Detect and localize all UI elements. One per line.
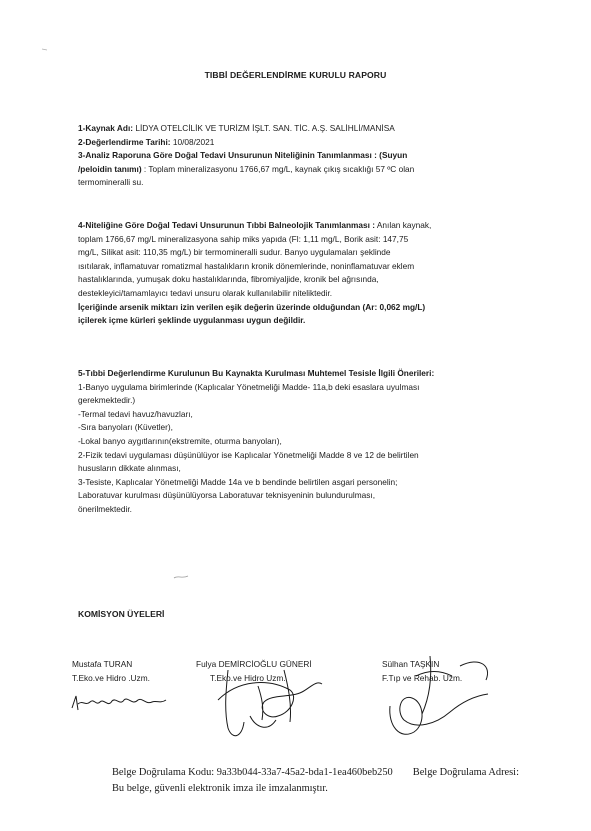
member-title: F.Tıp ve Rehab. Uzm. <box>382 673 463 683</box>
verification-line <box>112 767 519 778</box>
medical-text-1: toplam 1766,67 mg/L mineralizasyona sahip miks yapıda (Fl: 1,11 mg/L, Borik asit: 147,75 <box>78 233 409 244</box>
recommendation-line-8: Laboratuvar kurulması düşünülüyorsa Laboratuvar teknisyeninin bulundurulması, <box>78 490 376 501</box>
source-name-value: LİDYA OTELCİLİK VE TURİZM İŞLT. SAN. TİC. A.Ş. SALİHLİ/MANİSA <box>133 123 395 133</box>
evaluation-date-label: 2-Değerlendirme Tarihi: <box>78 136 171 147</box>
verification-code: Belge Doğrulama Kodu: 9a33b044-33a7-45a2-bda1-1ea460beb250 <box>112 767 393 778</box>
signature-taskin <box>370 646 500 746</box>
evaluation-date-line <box>78 136 528 150</box>
scan-mark <box>40 44 50 54</box>
recommendation-line-6: hususların dikkate alınması, <box>78 463 181 474</box>
e-signature-note: Bu belge, güvenli elektronik imza ile imzalanmıştır. <box>112 783 328 794</box>
member-title: T.Eko.ve Hidro Uzm. <box>210 673 286 683</box>
medical-text-4: hastalıklarında, yumuşak doku hastalıklarında, fibromiyaljide, kronik bel ağrısında, <box>78 274 379 285</box>
recommendation-line-7: 3-Tesiste, Kaplıcalar Yönetmeliği Madde 14a ve b bendinde belirtilen asgari personelin; <box>78 476 398 487</box>
section-medical-definition <box>78 219 528 328</box>
committee-member <box>72 657 150 685</box>
recommendation-line-4: -Lokal banyo aygıtlarının(ekstremite, oturma banyoları), <box>78 435 282 446</box>
member-name: Fulya DEMİRCİOĞLU GÜNERİ <box>196 659 312 669</box>
medical-text-2: mg/L, Silikat asit: 110,35 mg/L) bir termomineralli sudur. Banyo uygulamaları şeklinde <box>78 247 391 258</box>
medical-first-line <box>78 219 528 233</box>
recommendations-heading: 5-Tıbbi Değerlendirme Kurulunun Bu Kaynakta Kurulması Muhtemel Tesisle İlgili Önerileri: <box>78 368 435 378</box>
medical-text-3: ısıtılarak, inflamatuvar romatizmal hastalıkların kronik dönemlerinde, noninflamatuvar eklem <box>78 260 415 271</box>
scan-mark <box>172 572 192 582</box>
signature-demircioglu <box>198 650 328 750</box>
recommendation-line-5: 2-Fizik tedavi uygulaması düşünülüyor ise Kaplıcalar Yönetmeliği Madde 8 ve 12 de belirtilen <box>78 449 419 460</box>
section-general-info <box>78 122 528 190</box>
recommendation-line-2: -Termal tedavi havuz/havuzları, <box>78 408 193 419</box>
committee-heading: KOMİSYON ÜYELERİ <box>78 609 165 619</box>
report-title: TIBBİ DEĞERLENDİRME KURULU RAPORU <box>204 70 387 80</box>
recommendation-line-1: gerekmektedir.) <box>78 395 136 406</box>
recommendation-line-3: -Sıra banyoları (Küvetler), <box>78 422 173 433</box>
source-name-label: 1-Kaynak Adı: <box>78 123 134 133</box>
medical-text-5: destekleyici/tamamlayıcı tedavi unsuru olarak kullanılabilir niteliktedir. <box>78 287 333 298</box>
analysis-heading-cont: /peloidin tanımı) <box>78 163 142 174</box>
medical-heading: 4-Niteliğine Göre Doğal Tedavi Unsurunun Tıbbi Balneolojik Tanımlanması : <box>78 220 376 230</box>
member-name: Sülhan TAŞKIN <box>382 659 440 669</box>
verification-address-label: Belge Doğrulama Adresi: <box>412 767 519 778</box>
recommendation-line-9: önerilmektedir. <box>78 503 132 514</box>
analysis-value-2: termomineralli su. <box>78 177 144 188</box>
signature-turan <box>68 688 178 718</box>
evaluation-date-value: 10/08/2021 <box>170 136 215 147</box>
recommendation-line-0: 1-Banyo uygulama birimlerinde (Kaplıcalar Yönetmeliği Madde- 11a,b deki esaslara uyulması <box>78 381 420 392</box>
analysis-line <box>78 163 528 177</box>
member-name: Mustafa TURAN <box>72 659 133 669</box>
arsenic-warning-2: içilerek içme kürleri şeklinde uygulanması uygun değildir. <box>78 315 306 326</box>
analysis-value-1: : Toplam mineralizasyonu 1766,67 mg/L, kaynak çıkış sıcaklığı 57 ºC olan <box>141 163 415 174</box>
arsenic-warning-1: İçeriğinde arsenik miktarı izin verilen eşik değerin üzerinde olduğundan (Ar: 0,062 mg/L) <box>78 301 426 312</box>
source-name-line <box>78 122 528 136</box>
medical-text-0: Anılan kaynak, <box>375 220 432 230</box>
analysis-heading: 3-Analiz Raporuna Göre Doğal Tedavi Unsurunun Niteliğinin Tanımlanması : (Suyun <box>78 150 408 161</box>
member-title: T.Eko.ve Hidro .Uzm. <box>72 673 150 683</box>
section-recommendations <box>78 367 528 517</box>
